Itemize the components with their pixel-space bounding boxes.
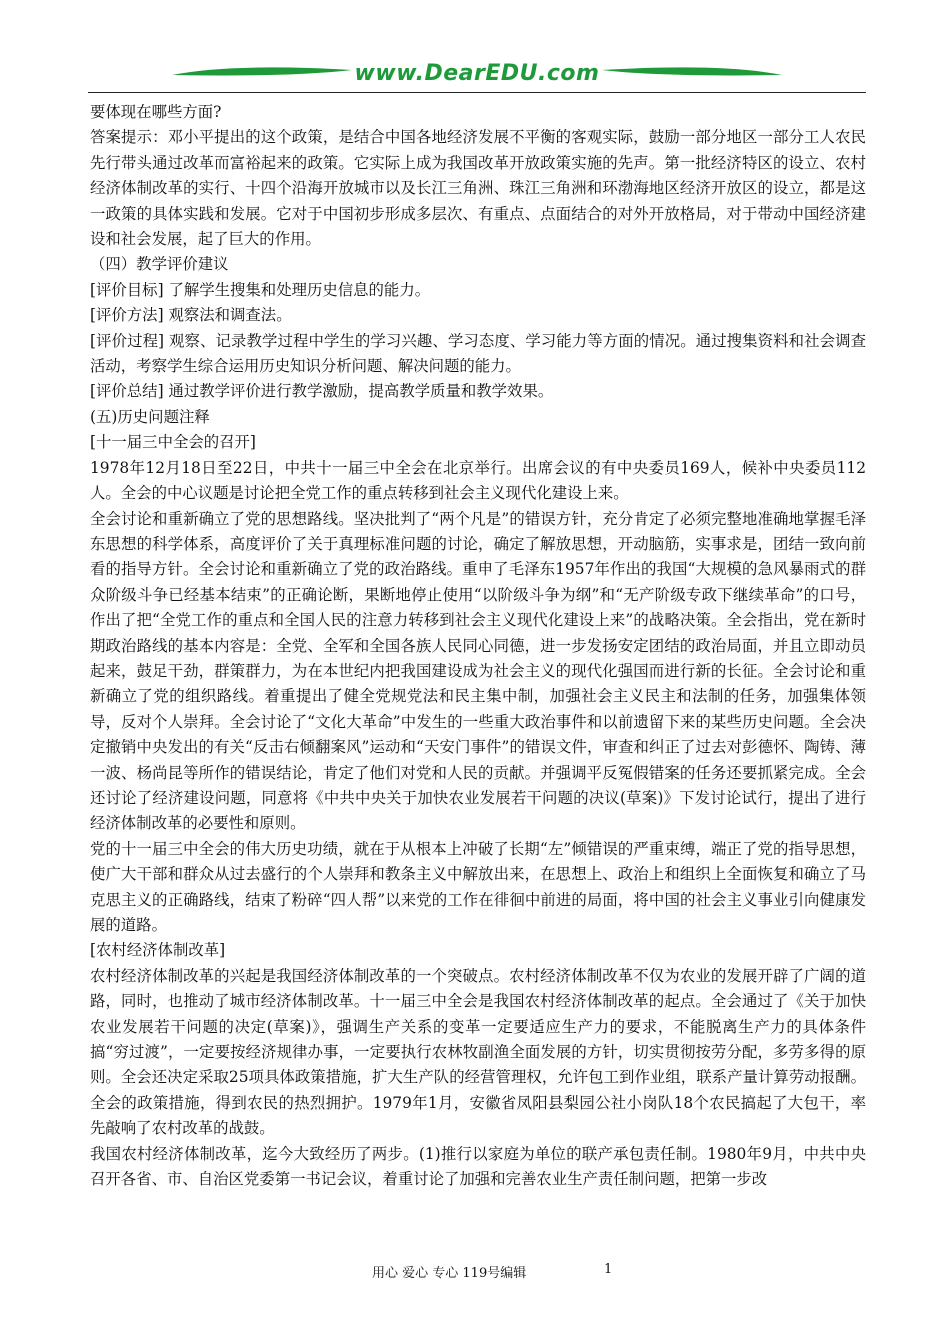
paragraph: [评价目标] 了解学生搜集和处理历史信息的能力。 <box>90 280 431 299</box>
section-heading: (五)历史问题注释 <box>90 407 210 426</box>
page-number: 1 <box>604 1262 613 1277</box>
site-logo-text[interactable]: www.DearEDU.com <box>354 61 600 86</box>
page-footer <box>0 1262 950 1282</box>
paragraph: 答案提示：邓小平提出的这个政策，是结合中国各地经济发展不平衡的客观实际，鼓励一部分地区一部分工人农民先行带头通过改革而富裕起来的政策。它实际上成为我国改革开放政策实施的先声。第一批经济特区的设立、农村经济体制改革的实行、十四个沿海开放城市以及长江三角洲、珠江三角洲和环渤海地区经济开放区的设立，都是这一政策的具体实践和发展。它对于中国初步形成多层次、有重点、点面结合的对外开放格局，对于带动中国经济建设和社会发展，起了巨大的作用。 <box>90 128 866 249</box>
site-header <box>92 55 862 95</box>
paragraph: [评价方法] 观察法和调查法。 <box>90 306 292 325</box>
paragraph: 农村经济体制改革的兴起是我国经济体制改革的一个突破点。农村经济体制改革不仅为农业的发展开辟了广阔的道路，同时，也推动了城市经济体制改革。十一届三中全会是我国农村经济体制改革的起点。全会通过了《关于加快农业发展若干问题的决定(草案)》，强调生产关系的变革一定要适应生产力的要求，不能脱离生产力的具体条件搞“穷过渡”，一定要按经济规律办事，一定要执行农林牧副渔全面发展的方针，切实贯彻按劳分配，多劳多得的原则。全会还决定采取25项具体政策措施，扩大生产队的经营管理权，允许包工到作业组，联系产量计算劳动报酬。全会的政策措施，得到农民的热烈拥护。1979年1月，安徽省凤阳县梨园公社小岗队18个农民搞起了大包干，率先敲响了农村改革的战鼓。 <box>90 966 866 1138</box>
paragraph: 1978年12月18日至22日，中共十一届三中全会在北京举行。出席会议的有中央委员169人，候补中央委员112人。全会的中心议题是讨论把全党工作的重点转移到社会主义现代化建设上来。 <box>90 458 866 503</box>
paragraph: 要体现在哪些方面? <box>90 103 222 121</box>
section-heading: （四）教学评价建议 <box>90 255 229 274</box>
paragraph: 我国农村经济体制改革，迄今大致经历了两步。(1)推行以家庭为单位的联产承包责任制。1980年9月，中共中央召开各省、市、自治区党委第一书记会议，着重讨论了加强和完善农业生产责任制问题，把第一步改 <box>90 1144 866 1189</box>
document-body <box>90 100 866 1192</box>
section-heading: [农村经济体制改革] <box>90 941 226 960</box>
section-heading: [十一届三中全会的召开] <box>90 433 256 452</box>
paragraph: [评价总结] 通过教学评价进行教学激励，提高教学质量和教学效果。 <box>90 382 554 401</box>
paragraph: 党的十一届三中全会的伟大历史功绩，就在于从根本上冲破了长期“左”倾错误的严重束缚，端正了党的指导思想，使广大干部和群众从过去盛行的个人崇拜和教条主义中解放出来，在思想上、政治上和组织上全面恢复和确立了马克思主义的正确路线，结束了粉碎“四人帮”以来党的工作在徘徊中前进的局面，将中国的社会主义事业引向健康发展的道路。 <box>90 839 866 934</box>
header-rule <box>88 92 866 93</box>
paragraph: 全会讨论和重新确立了党的思想路线。坚决批判了“两个凡是”的错误方针，充分肯定了必须完整地准确地掌握毛泽东思想的科学体系，高度评价了关于真理标准问题的讨论，确定了解放思想，开动脑筋，实事求是，团结一致向前看的指导方针。全会讨论和重新确立了党的政治路线。重申了毛泽东1957年作出的我国“大规模的急风暴雨式的群众阶级斗争已经基本结束”的正确论断，果断地停止使用“以阶级斗争为纲”和“无产阶级专政下继续革命”的口号，作出了把“全党工作的重点和全国人民的注意力转移到社会主义现代化建设上来”的战略决策。全会指出，党在新时期政治路线的基本内容是：全党、全军和全国各族人民同心同德，进一步发扬安定团结的政治局面，并且立即动员起来，鼓足干劲，群策群力，为在本世纪内把我国建设成为社会主义的现代化强国而进行新的长征。全会讨论和重新确立了党的组织路线。着重提出了健全党规党法和民主集中制，加强社会主义民主和法制的任务，加强集体领导，反对个人崇拜。全会讨论了“文化大革命”中发生的一些重大政治事件和以前遗留下来的某些历史问题。全会决定撤销中央发出的有关“反击右倾翻案风”运动和“天安门事件”的错误文件，审查和纠正了过去对彭德怀、陶铸、薄一波、杨尚昆等所作的错误结论，肯定了他们对党和人民的贡献。并强调平反冤假错案的任务还要抓紧完成。全会还讨论了经济建设问题，同意将《中共中央关于加快农业发展若干问题的决议(草案)》下发讨论试行，提出了进行经济体制改革的必要性和原则。 <box>90 509 866 833</box>
footer-text: 用心 爱心 专心 119号编辑 <box>372 1266 527 1281</box>
paragraph: [评价过程] 观察、记录教学过程中学生的学习兴趣、学习态度、学习能力等方面的情况。通过搜集资料和社会调查活动，考察学生综合运用历史知识分析问题、解决问题的能力。 <box>90 331 866 376</box>
